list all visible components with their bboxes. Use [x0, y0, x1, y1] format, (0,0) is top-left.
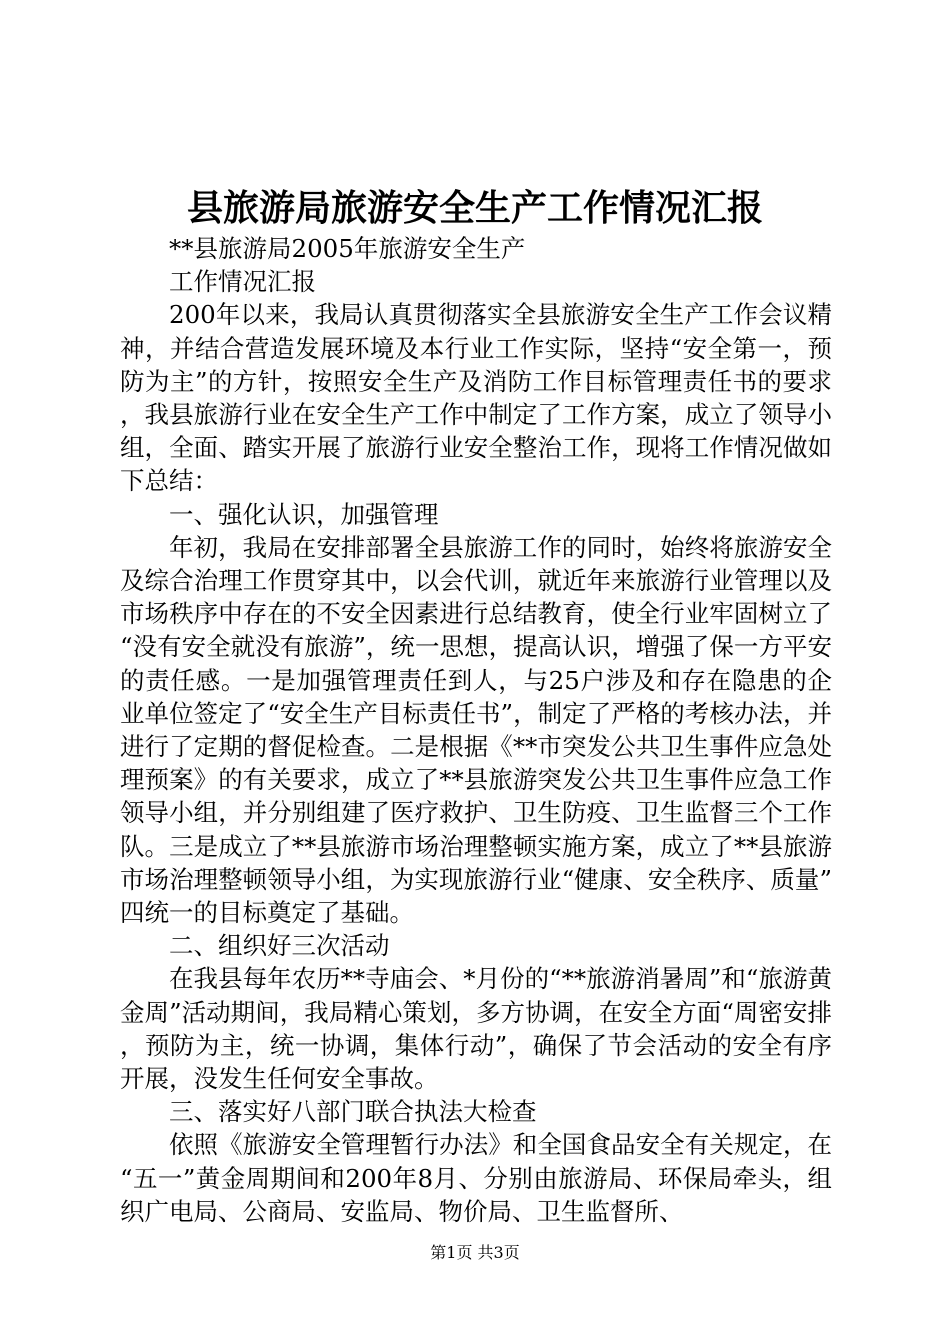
- section-heading-3: 三、落实好八部门联合执法大检查: [169, 1097, 537, 1127]
- section-heading-1: 一、强化认识，加强管理: [169, 499, 439, 529]
- subtitle-line-1: **县旅游局2005年旅游安全生产: [169, 234, 526, 263]
- section-3-paragraph: 依照《旅游安全管理暂行办法》和全国食品安全有关规定，在“五一”黄金周期间和200年8月、分别由旅游局、环保局牵头，组织广电局、公商局、安监局、物价局、卫生监督所、: [120, 1130, 832, 1226]
- page-footer: 第1页 共3页: [430, 1243, 520, 1262]
- document-title: 县旅游局旅游安全生产工作情况汇报: [186, 187, 763, 229]
- section-heading-2: 二、组织好三次活动: [169, 931, 390, 961]
- document-body: [120, 232, 832, 1228]
- section-2-paragraph: 在我县每年农历**寺庙会、*月份的“**旅游消暑周”和“旅游黄金周”活动期间，我局精心策划，多方协调，在安全方面“周密安排，预防为主，统一协调，集体行动”，确保了节会活动的安全有序开展，没发生任何安全事故。: [120, 964, 832, 1094]
- intro-paragraph: 200年以来，我局认真贯彻落实全县旅游安全生产工作会议精神，并结合营造发展环境及本行业工作实际，坚持“安全第一，预防为主”的方针，按照安全生产及消防工作目标管理责任书的要求，我县旅游行业在安全生产工作中制定了工作方案，成立了领导小组，全面、踏实开展了旅游行业安全整治工作，现将工作情况做如下总结：: [120, 300, 832, 496]
- subtitle-line-2: 工作情况汇报: [169, 267, 316, 297]
- section-1-paragraph: 年初，我局在安排部署全县旅游工作的同时，始终将旅游安全及综合治理工作贯穿其中，以会代训，就近年来旅游行业管理以及市场秩序中存在的不安全因素进行总结教育，使全行业牢固树立了“没有安全就没有旅游”，统一思想，提高认识，增强了保一方平安的责任感。一是加强管理责任到人，与25户涉及和存在隐患的企业单位签定了“安全生产目标责任书”，制定了严格的考核办法，并进行了定期的督促检查。二是根据《**市突发公共卫生事件应急处理预案》的有关要求，成立了**县旅游突发公共卫生事件应急工作领导小组，并分别组建了医疗救护、卫生防疫、卫生监督三个工作队。三是成立了**县旅游市场治理整顿实施方案，成立了**县旅游市场治理整顿领导小组，为实现旅游行业“健康、安全秩序、质量”四统一的目标奠定了基础。: [120, 532, 832, 928]
